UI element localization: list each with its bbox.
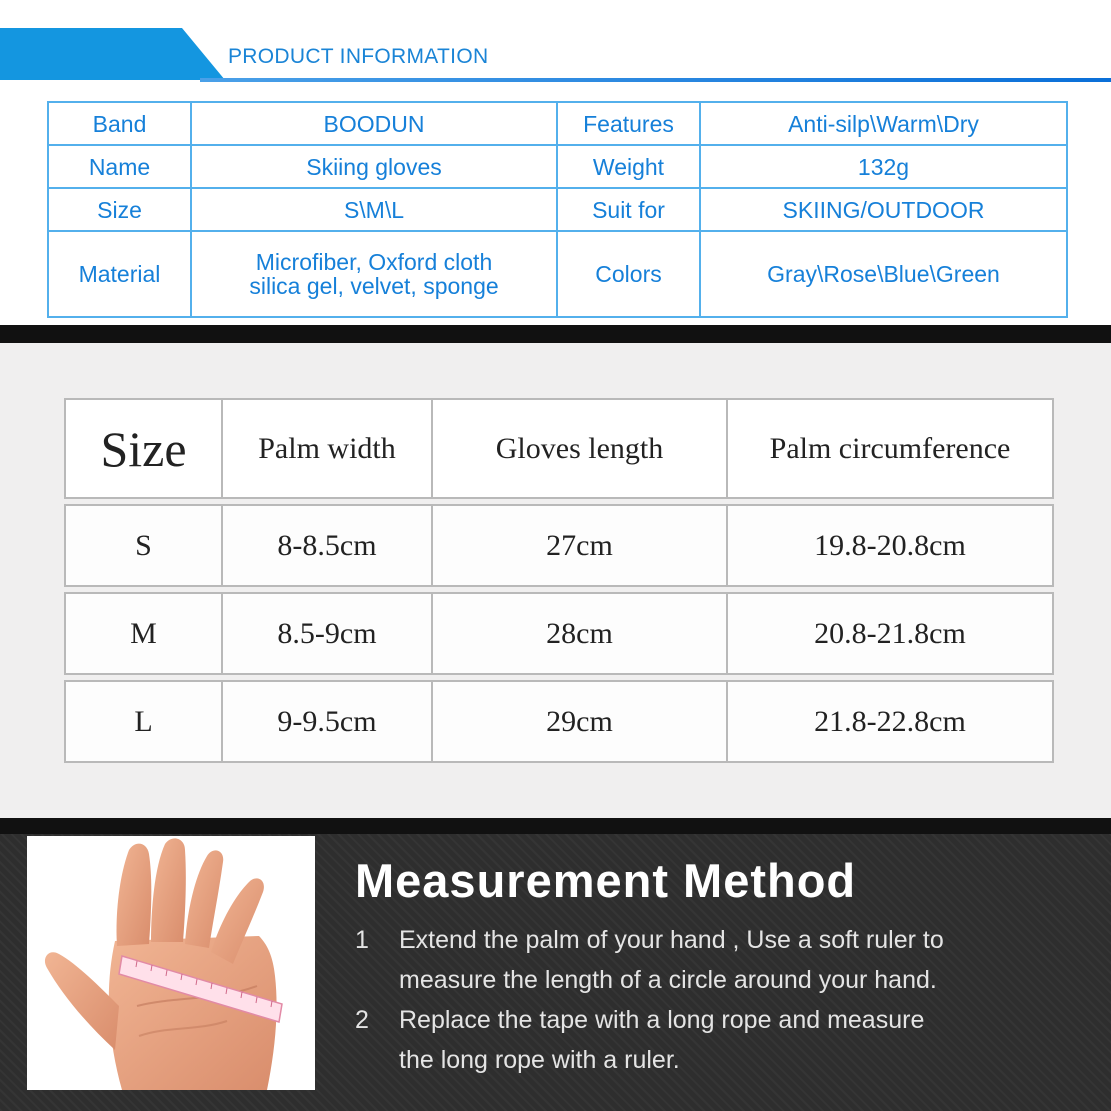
colors-value: Gray\Rose\Blue\Green [700, 231, 1067, 317]
material-line-1: Microfiber, Oxford cloth [255, 249, 493, 275]
table-row [48, 102, 1067, 145]
weight-value: 132g [700, 145, 1067, 188]
measurement-title: Measurement Method [355, 854, 857, 907]
size-cell: M [66, 594, 223, 673]
palm-width-cell: 8.5-9cm [223, 594, 433, 673]
header-gloves-length: Gloves length [433, 400, 728, 497]
step-2-continued: the long rope with a ruler. [399, 1046, 680, 1074]
product-info-table [47, 101, 1068, 318]
size-cell: S [66, 506, 223, 585]
band-label: Band [48, 102, 191, 145]
palm-width-cell: 9-9.5cm [223, 682, 433, 761]
header-palm-circumference: Palm circumference [769, 431, 1011, 465]
header-size: Size [66, 400, 223, 497]
weight-label: Weight [557, 145, 700, 188]
section-title: PRODUCT INFORMATION [228, 45, 489, 68]
table-row [64, 680, 1054, 763]
step-1-continued: measure the length of a circle around your hand. [399, 966, 937, 994]
name-label: Name [48, 145, 191, 188]
material-label: Material [48, 231, 191, 317]
gloves-length-cell: 27cm [433, 506, 728, 585]
suit-label: Suit for [557, 188, 700, 231]
palm-width-cell: 8-8.5cm [223, 506, 433, 585]
hand-illustration [27, 836, 315, 1090]
size-cell: L [66, 682, 223, 761]
step-number: 2 [355, 1006, 369, 1034]
table-row [64, 504, 1054, 587]
product-information-section [0, 0, 1111, 325]
measurement-method-section [0, 818, 1111, 1111]
step-2 [355, 1000, 924, 1040]
size-table [64, 398, 1054, 763]
material-value [191, 231, 557, 317]
material-line-2: silica gel, velvet, sponge [249, 273, 499, 299]
size-value: S\M\L [191, 188, 557, 231]
palm-circumference-cell: 19.8-20.8cm [814, 528, 966, 562]
step-text: Extend the palm of your hand , Use a soft ruler to [399, 926, 944, 954]
size-label: Size [48, 188, 191, 231]
header-tab-decoration [0, 28, 225, 80]
section-header [0, 28, 1111, 83]
hand-icon [27, 836, 315, 1090]
table-row [48, 231, 1067, 317]
features-value: Anti-silp\Warm\Dry [700, 102, 1067, 145]
divider-bar [0, 325, 1111, 343]
table-row [64, 592, 1054, 675]
band-value: BOODUN [191, 102, 557, 145]
divider-bar [0, 818, 1111, 834]
header-underline [200, 78, 1111, 82]
gloves-length-cell: 29cm [433, 682, 728, 761]
palm-circumference-cell: 21.8-22.8cm [814, 704, 966, 738]
step-number: 1 [355, 926, 369, 954]
header-palm-width: Palm width [223, 400, 433, 497]
palm-circumference-cell: 20.8-21.8cm [814, 616, 966, 650]
features-label: Features [557, 102, 700, 145]
size-table-header [64, 398, 1054, 499]
name-value: Skiing gloves [191, 145, 557, 188]
step-text: Replace the tape with a long rope and measure [399, 1006, 925, 1034]
table-row [48, 145, 1067, 188]
table-row [48, 188, 1067, 231]
colors-label: Colors [557, 231, 700, 317]
suit-value: SKIING/OUTDOOR [700, 188, 1067, 231]
size-chart-section [0, 343, 1111, 818]
step-1 [355, 920, 944, 960]
gloves-length-cell: 28cm [433, 594, 728, 673]
